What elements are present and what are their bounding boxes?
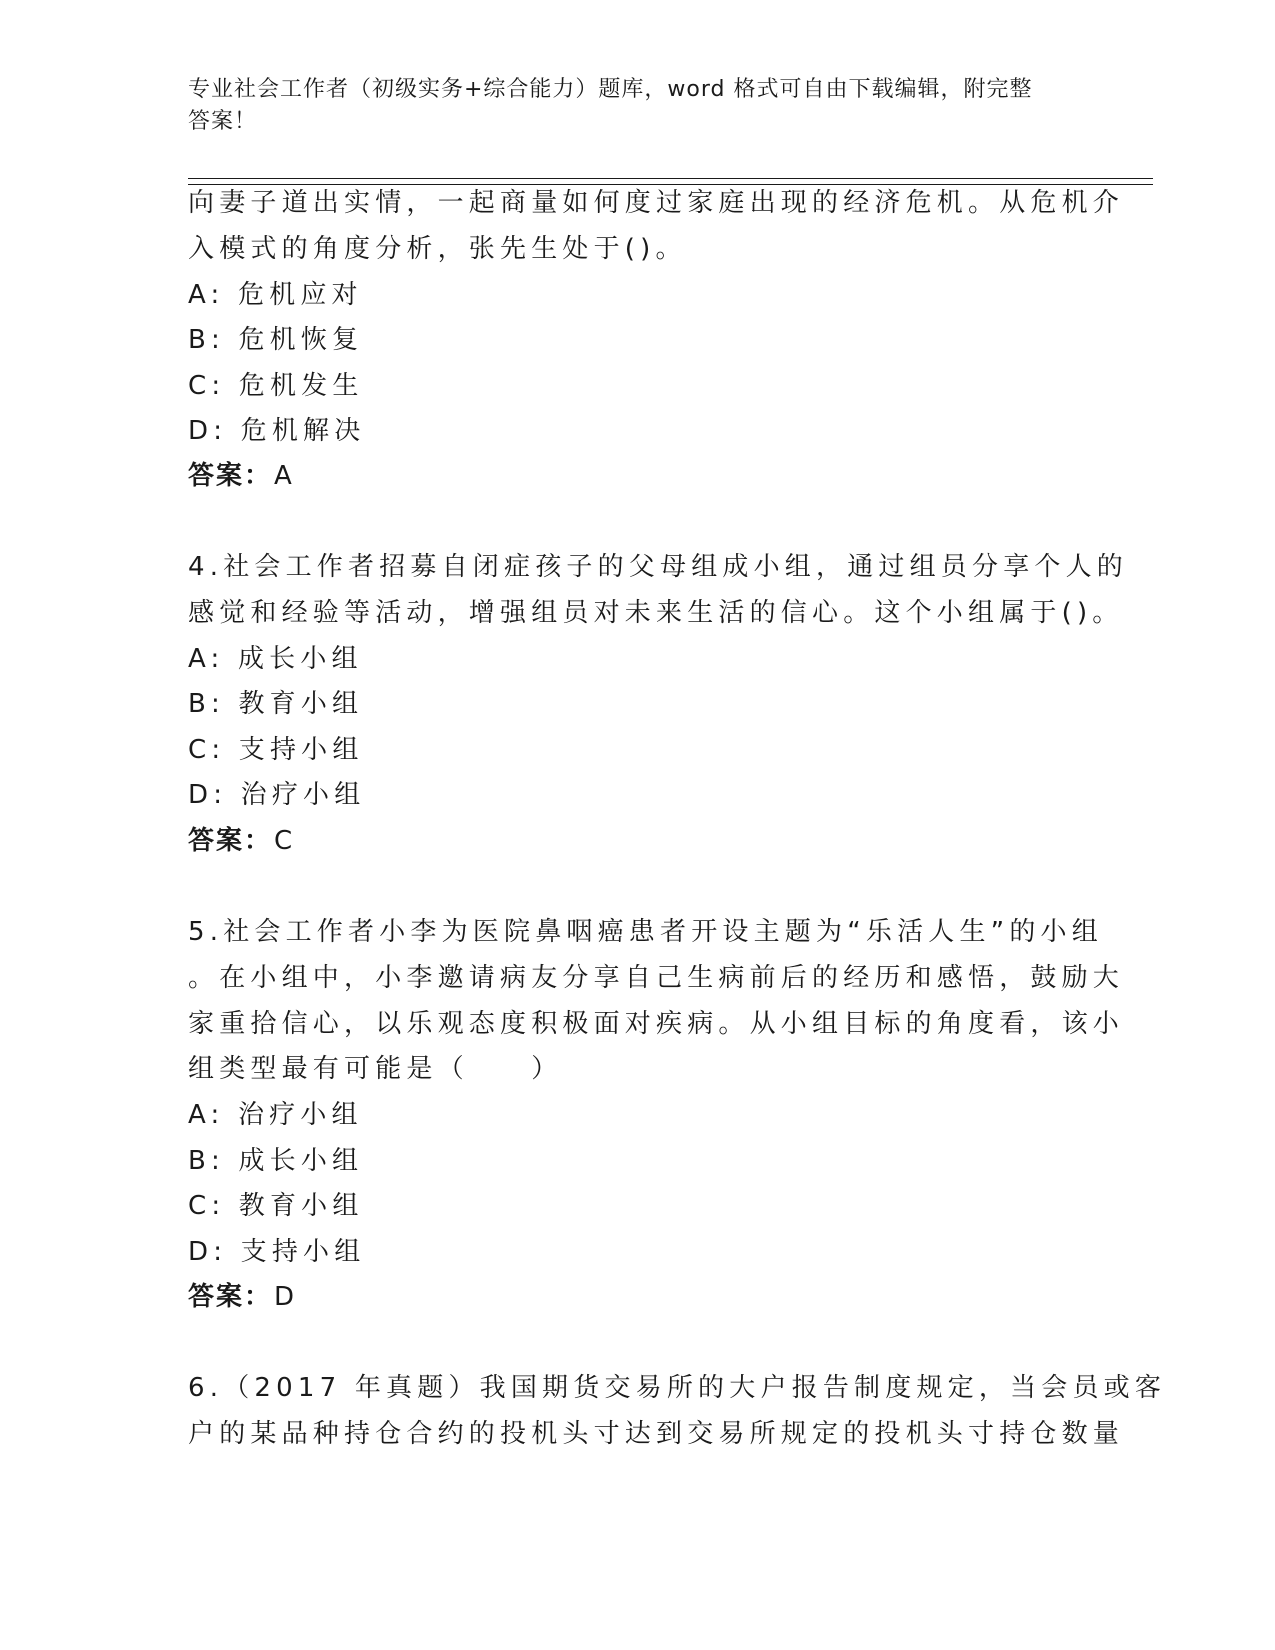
question-stem-line: 5.社会工作者小李为医院鼻咽癌患者开设主题为“乐活人生”的小组 (188, 917, 1103, 947)
question-stem-line: 家重拾信心，以乐观态度积极面对疾病。从小组目标的角度看，该小 (188, 1009, 1125, 1039)
header-title-line-2: 答案！ (188, 109, 258, 134)
header-title-line-1: 专业社会工作者（初级实务+综合能力）题库，word 格式可自由下载编辑，附完整 (188, 77, 1033, 102)
option-b: B: 教育小组 (188, 689, 364, 719)
answer-label: 答案： (188, 1282, 273, 1312)
answer-line (188, 460, 292, 492)
option-d: D: 治疗小组 (188, 780, 366, 810)
answer-label: 答案： (188, 826, 273, 856)
document-header (188, 74, 1088, 138)
answer-value: C (274, 826, 293, 856)
option-d: D: 危机解决 (188, 416, 366, 446)
option-b: B: 成长小组 (188, 1146, 364, 1176)
answer-line (188, 825, 292, 857)
header-divider-top (188, 178, 1153, 179)
question-stem-line: 6.（2017 年真题）我国期货交易所的大户报告制度规定，当会员或客 (188, 1373, 1167, 1403)
answer-value: D (274, 1282, 295, 1312)
question-stem-line: 感觉和经验等活动，增强组员对未来生活的信心。这个小组属于()。 (188, 598, 1124, 628)
question-stem-line: 户的某品种持仓合约的投机头寸达到交易所规定的投机头寸持仓数量 (188, 1419, 1125, 1449)
question-stem-line: 向妻子道出实情，一起商量如何度过家庭出现的经济危机。从危机介 (188, 188, 1125, 218)
question-stem-line: 。在小组中，小李邀请病友分享自己生病前后的经历和感悟，鼓励大 (188, 963, 1125, 993)
answer-line (188, 1281, 294, 1313)
answer-label: 答案： (188, 461, 273, 491)
option-a: A: 成长小组 (188, 644, 363, 674)
question-stem-line: 4.社会工作者招募自闭症孩子的父母组成小组，通过组员分享个人的 (188, 552, 1129, 582)
header-divider-bottom (188, 184, 1153, 185)
option-d: D: 支持小组 (188, 1237, 366, 1267)
option-c: C: 支持小组 (188, 735, 364, 765)
option-b: B: 危机恢复 (188, 325, 364, 355)
question-stem-line: 组类型最有可能是（ ） (188, 1054, 563, 1084)
answer-value: A (274, 461, 292, 491)
option-a: A: 危机应对 (188, 280, 363, 310)
question-stem-line: 入模式的角度分析，张先生处于()。 (188, 234, 687, 264)
option-c: C: 危机发生 (188, 371, 364, 401)
option-c: C: 教育小组 (188, 1191, 364, 1221)
option-a: A: 治疗小组 (188, 1100, 363, 1130)
